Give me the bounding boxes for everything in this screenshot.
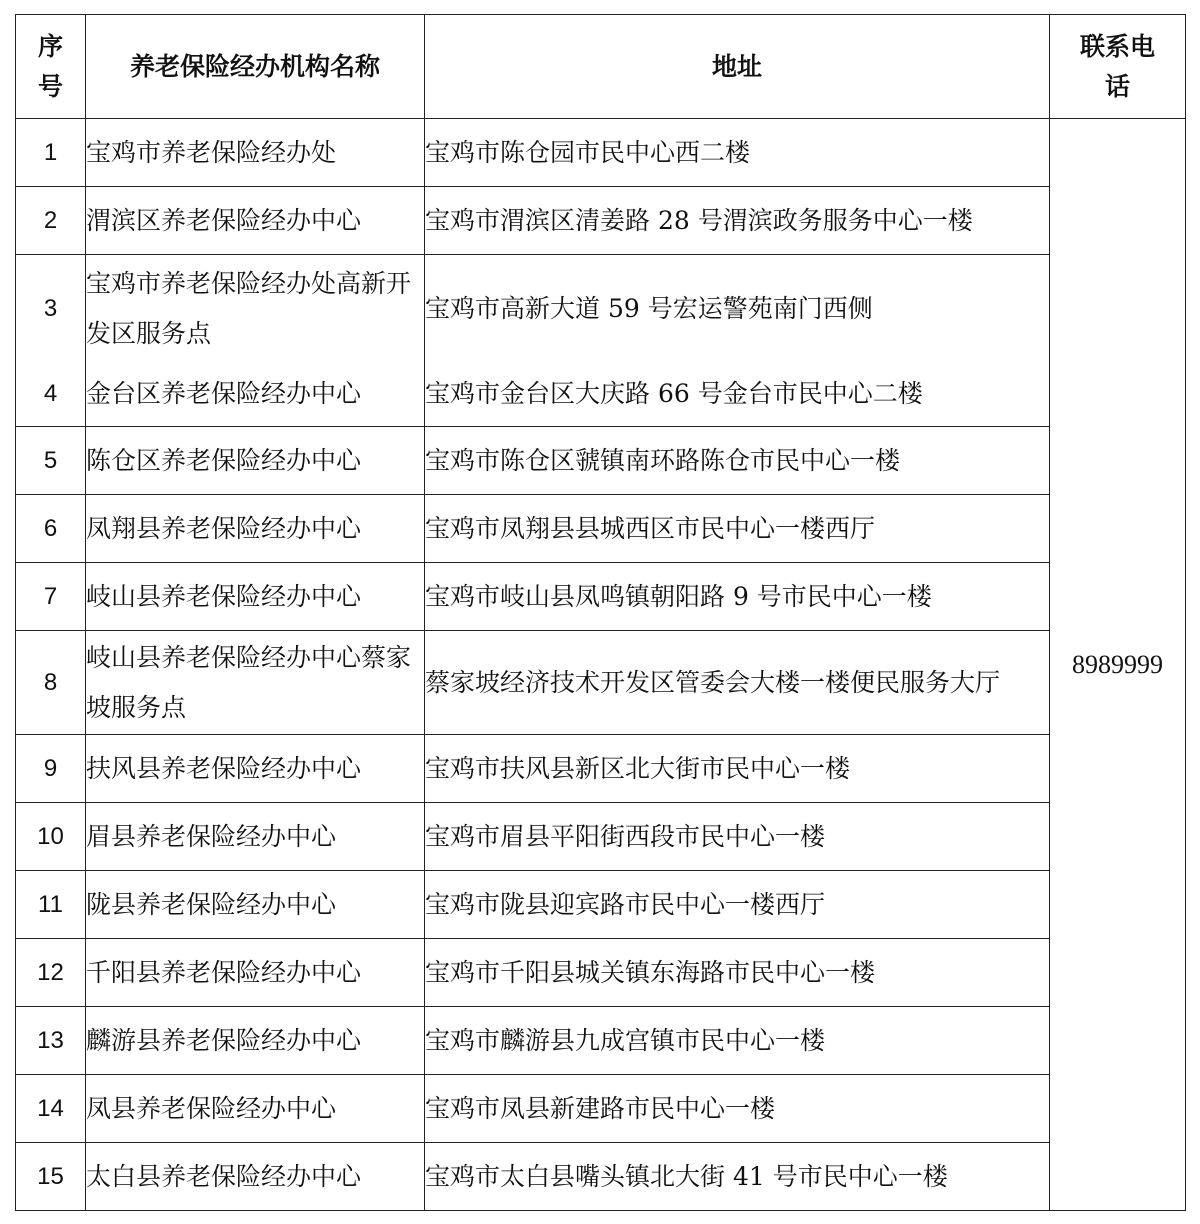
office-name: 陈仓区养老保险经办中心	[86, 427, 425, 495]
office-address: 宝鸡市眉县平阳街西段市民中心一楼	[425, 803, 1050, 871]
table-row	[16, 255, 1186, 363]
header-name: 养老保险经办机构名称	[86, 15, 425, 119]
row-index: 3	[16, 255, 86, 363]
office-name: 陇县养老保险经办中心	[86, 871, 425, 939]
office-name: 岐山县养老保险经办中心	[86, 563, 425, 631]
row-index: 1	[16, 119, 86, 187]
office-address: 宝鸡市麟游县九成宫镇市民中心一楼	[425, 1007, 1050, 1075]
table-row	[16, 1075, 1186, 1143]
table-row	[16, 1143, 1186, 1211]
row-index: 10	[16, 803, 86, 871]
row-index: 8	[16, 631, 86, 735]
table-row	[16, 119, 1186, 187]
office-address: 宝鸡市陈仓园市民中心西二楼	[425, 119, 1050, 187]
row-index: 12	[16, 939, 86, 1007]
office-address: 宝鸡市渭滨区清姜路 28 号渭滨政务服务中心一楼	[425, 187, 1050, 255]
office-address: 宝鸡市金台区大庆路 66 号金台市民中心二楼	[425, 363, 1050, 427]
office-address: 宝鸡市千阳县城关镇东海路市民中心一楼	[425, 939, 1050, 1007]
contact-phone: 8989999	[1050, 119, 1186, 1211]
office-name: 金台区养老保险经办中心	[86, 363, 425, 427]
row-index: 5	[16, 427, 86, 495]
table-row	[16, 631, 1186, 735]
office-name: 扶风县养老保险经办中心	[86, 735, 425, 803]
office-name: 渭滨区养老保险经办中心	[86, 187, 425, 255]
pension-office-table	[15, 14, 1186, 1211]
table-header-row	[16, 15, 1186, 119]
header-address: 地址	[425, 15, 1050, 119]
office-name: 麟游县养老保险经办中心	[86, 1007, 425, 1075]
row-index: 6	[16, 495, 86, 563]
row-index: 7	[16, 563, 86, 631]
row-index: 15	[16, 1143, 86, 1211]
table-row	[16, 563, 1186, 631]
office-name: 眉县养老保险经办中心	[86, 803, 425, 871]
row-index: 13	[16, 1007, 86, 1075]
table-row	[16, 495, 1186, 563]
office-name: 太白县养老保险经办中心	[86, 1143, 425, 1211]
office-address: 宝鸡市太白县嘴头镇北大街 41 号市民中心一楼	[425, 1143, 1050, 1211]
row-index: 4	[16, 363, 86, 427]
office-address: 宝鸡市扶风县新区北大街市民中心一楼	[425, 735, 1050, 803]
office-name: 凤县养老保险经办中心	[86, 1075, 425, 1143]
row-index: 9	[16, 735, 86, 803]
header-phone: 联系电话	[1050, 15, 1186, 119]
table-row	[16, 735, 1186, 803]
office-address: 宝鸡市凤县新建路市民中心一楼	[425, 1075, 1050, 1143]
office-name: 千阳县养老保险经办中心	[86, 939, 425, 1007]
office-address: 蔡家坡经济技术开发区管委会大楼一楼便民服务大厅	[425, 631, 1050, 735]
table-row	[16, 1007, 1186, 1075]
office-address: 宝鸡市陇县迎宾路市民中心一楼西厅	[425, 871, 1050, 939]
table-row	[16, 871, 1186, 939]
office-name: 凤翔县养老保险经办中心	[86, 495, 425, 563]
office-address: 宝鸡市陈仓区虢镇南环路陈仓市民中心一楼	[425, 427, 1050, 495]
office-address: 宝鸡市凤翔县县城西区市民中心一楼西厅	[425, 495, 1050, 563]
office-name: 宝鸡市养老保险经办处	[86, 119, 425, 187]
office-name: 岐山县养老保险经办中心蔡家坡服务点	[86, 631, 425, 735]
table-row	[16, 427, 1186, 495]
row-index: 14	[16, 1075, 86, 1143]
header-index: 序号	[16, 15, 86, 119]
office-address: 宝鸡市高新大道 59 号宏运警苑南门西侧	[425, 255, 1050, 363]
table-row	[16, 187, 1186, 255]
office-address: 宝鸡市岐山县凤鸣镇朝阳路 9 号市民中心一楼	[425, 563, 1050, 631]
table-row	[16, 939, 1186, 1007]
row-index: 2	[16, 187, 86, 255]
table-row	[16, 803, 1186, 871]
office-name: 宝鸡市养老保险经办处高新开发区服务点	[86, 255, 425, 363]
row-index: 11	[16, 871, 86, 939]
table-row	[16, 363, 1186, 427]
